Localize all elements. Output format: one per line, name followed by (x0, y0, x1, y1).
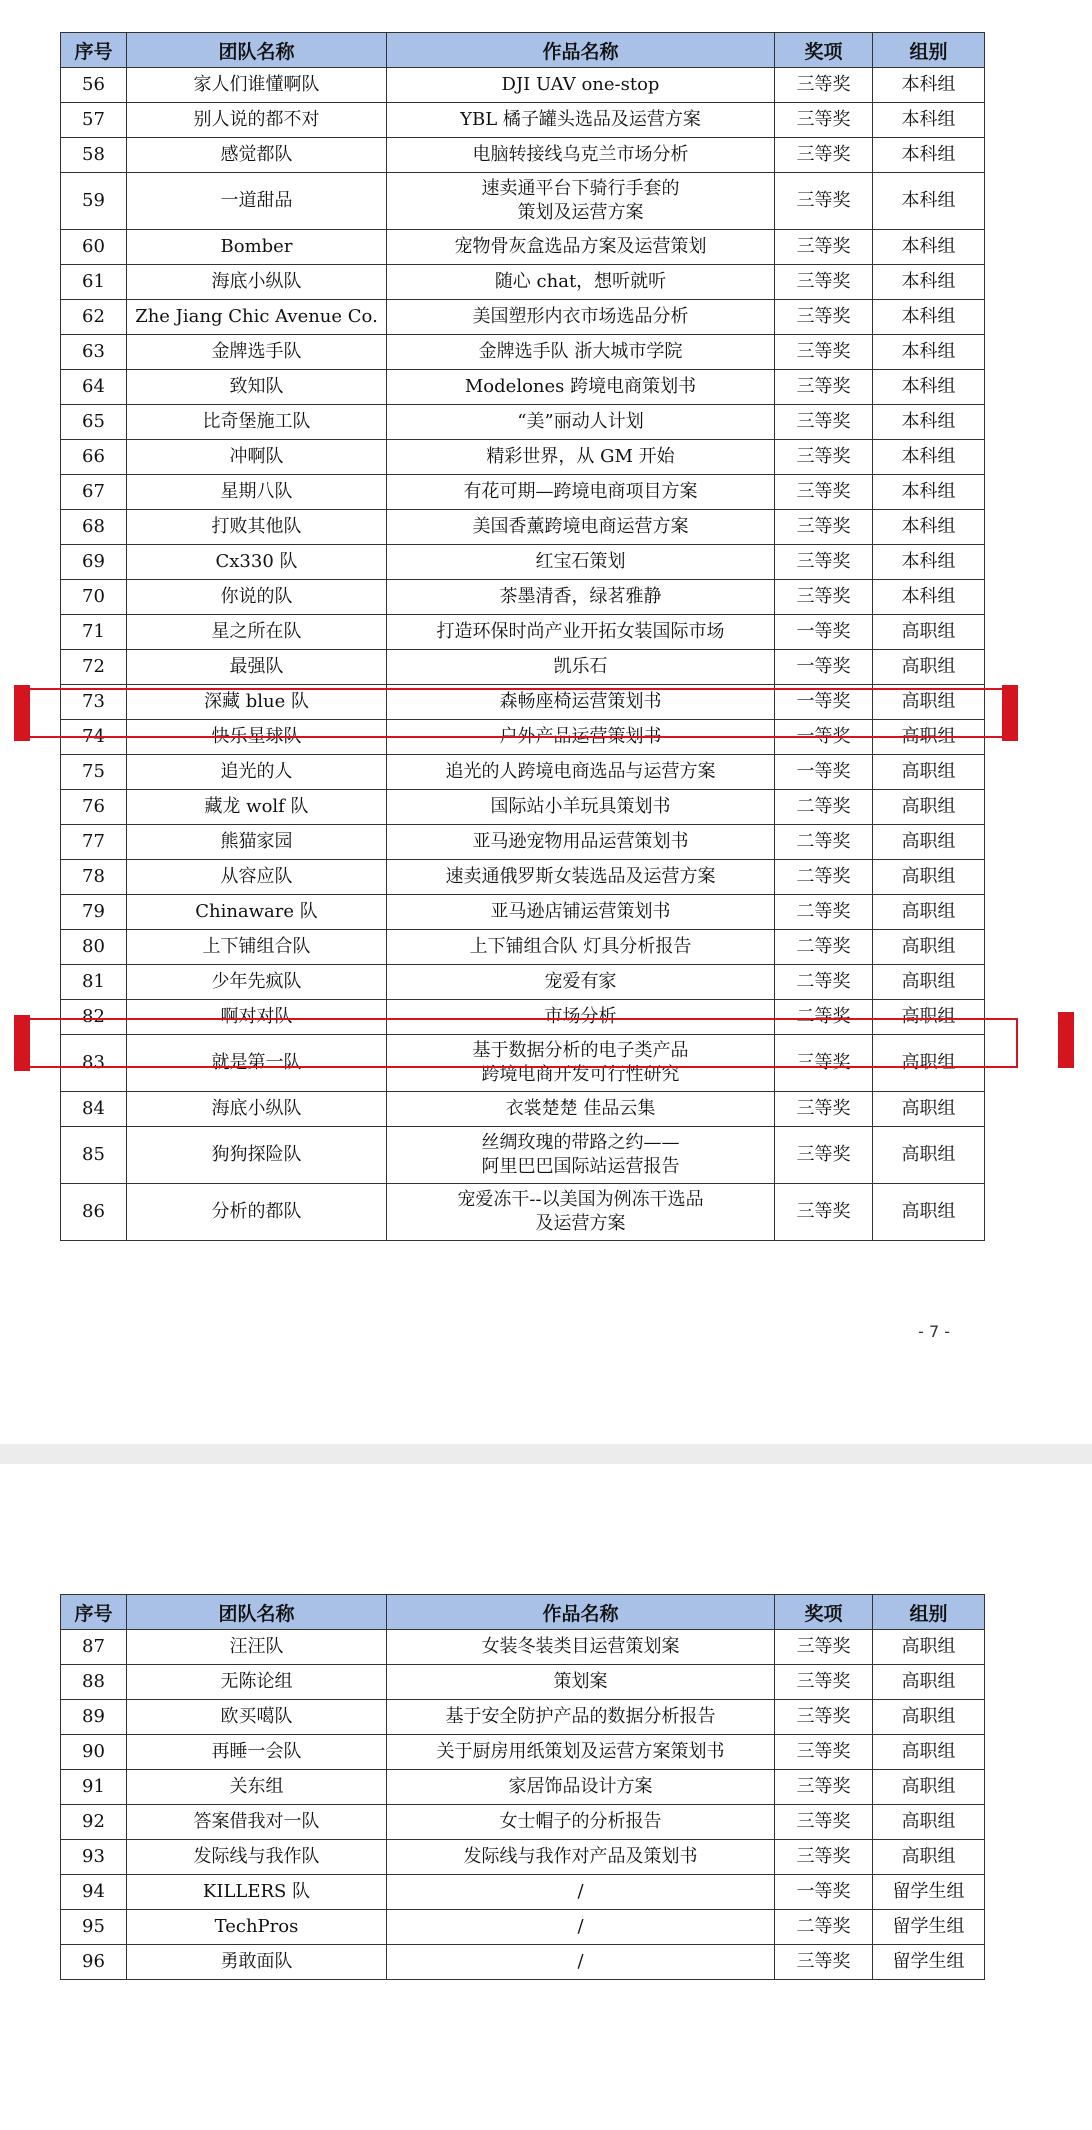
cell-award: 三等奖 (775, 475, 873, 510)
cell-award: 一等奖 (775, 685, 873, 720)
cell-award: 二等奖 (775, 1910, 873, 1945)
cell-award: 一等奖 (775, 615, 873, 650)
cell-award: 三等奖 (775, 1035, 873, 1092)
cell-group: 高职组 (873, 755, 985, 790)
cell-index: 63 (61, 335, 127, 370)
header-team-name: 团队名称 (127, 33, 387, 68)
cell-work-name: 茶墨清香，绿茗雅静 (387, 580, 775, 615)
cell-index: 57 (61, 103, 127, 138)
cell-team-name: 比奇堡施工队 (127, 405, 387, 440)
header-team-name: 团队名称 (127, 1595, 387, 1630)
cell-work-name: 国际站小羊玩具策划书 (387, 790, 775, 825)
cell-work-name: / (387, 1875, 775, 1910)
table-row (61, 335, 985, 370)
cell-award: 三等奖 (775, 1127, 873, 1184)
table-row (61, 1735, 985, 1770)
highlight-marker-left (14, 685, 30, 741)
cell-group: 高职组 (873, 1665, 985, 1700)
cell-work-name: 女士帽子的分析报告 (387, 1805, 775, 1840)
cell-award: 一等奖 (775, 650, 873, 685)
cell-index: 84 (61, 1092, 127, 1127)
cell-index: 68 (61, 510, 127, 545)
table-row (61, 965, 985, 1000)
cell-work-name: 亚马逊宠物用品运营策划书 (387, 825, 775, 860)
cell-index: 73 (61, 685, 127, 720)
cell-work-name: 上下铺组合队 灯具分析报告 (387, 930, 775, 965)
cell-work-name: 宠爱冻干--以美国为例冻干选品 及运营方案 (387, 1184, 775, 1241)
cell-work-name: YBL 橘子罐头选品及运营方案 (387, 103, 775, 138)
table-row (61, 1840, 985, 1875)
table-header-row (61, 33, 985, 68)
header-group: 组别 (873, 1595, 985, 1630)
cell-team-name: 深藏 blue 队 (127, 685, 387, 720)
cell-award: 三等奖 (775, 1945, 873, 1980)
header-group: 组别 (873, 33, 985, 68)
cell-index: 93 (61, 1840, 127, 1875)
cell-group: 高职组 (873, 1630, 985, 1665)
cell-index: 85 (61, 1127, 127, 1184)
table-row (61, 138, 985, 173)
cell-award: 三等奖 (775, 510, 873, 545)
cell-award: 一等奖 (775, 755, 873, 790)
cell-team-name: 最强队 (127, 650, 387, 685)
cell-index: 74 (61, 720, 127, 755)
cell-group: 高职组 (873, 615, 985, 650)
table-body (61, 1630, 985, 1980)
cell-group: 留学生组 (873, 1875, 985, 1910)
table-row (61, 930, 985, 965)
cell-group: 高职组 (873, 1092, 985, 1127)
cell-work-name: DJI UAV one-stop (387, 68, 775, 103)
cell-work-name: 森畅座椅运营策划书 (387, 685, 775, 720)
highlight-box-row-72 (16, 688, 1018, 738)
cell-index: 76 (61, 790, 127, 825)
cell-index: 69 (61, 545, 127, 580)
cell-team-name: 海底小纵队 (127, 1092, 387, 1127)
cell-group: 高职组 (873, 930, 985, 965)
table-row (61, 1184, 985, 1241)
cell-index: 95 (61, 1910, 127, 1945)
cell-index: 90 (61, 1735, 127, 1770)
cell-award: 二等奖 (775, 1000, 873, 1035)
cell-work-name: 电脑转接线乌克兰市场分析 (387, 138, 775, 173)
award-table-page-2 (60, 1594, 985, 1980)
cell-index: 72 (61, 650, 127, 685)
cell-team-name: 星期八队 (127, 475, 387, 510)
highlight-marker-right (1002, 685, 1018, 741)
cell-work-name: 衣裳楚楚 佳品云集 (387, 1092, 775, 1127)
cell-group: 本科组 (873, 580, 985, 615)
cell-work-name: 速卖通平台下骑行手套的 策划及运营方案 (387, 173, 775, 230)
cell-award: 二等奖 (775, 965, 873, 1000)
cell-award: 三等奖 (775, 370, 873, 405)
cell-team-name: 啊对对队 (127, 1000, 387, 1035)
cell-award: 一等奖 (775, 1875, 873, 1910)
table-row (61, 1945, 985, 1980)
cell-group: 高职组 (873, 895, 985, 930)
cell-award: 三等奖 (775, 1840, 873, 1875)
cell-index: 78 (61, 860, 127, 895)
cell-index: 91 (61, 1770, 127, 1805)
cell-group: 高职组 (873, 1840, 985, 1875)
cell-work-name: 市场分析 (387, 1000, 775, 1035)
cell-award: 三等奖 (775, 1700, 873, 1735)
table-row (61, 1875, 985, 1910)
cell-award: 三等奖 (775, 1805, 873, 1840)
cell-group: 高职组 (873, 650, 985, 685)
cell-group: 高职组 (873, 825, 985, 860)
cell-index: 77 (61, 825, 127, 860)
header-index: 序号 (61, 1595, 127, 1630)
cell-award: 三等奖 (775, 1184, 873, 1241)
cell-award: 三等奖 (775, 300, 873, 335)
cell-team-name: 从容应队 (127, 860, 387, 895)
cell-award: 三等奖 (775, 335, 873, 370)
cell-work-name: 打造环保时尚产业开拓女装国际市场 (387, 615, 775, 650)
cell-group: 高职组 (873, 1805, 985, 1840)
cell-award: 三等奖 (775, 440, 873, 475)
cell-award: 三等奖 (775, 230, 873, 265)
table-row (61, 230, 985, 265)
cell-team-name: TechPros (127, 1910, 387, 1945)
table-row (61, 1630, 985, 1665)
cell-work-name: 红宝石策划 (387, 545, 775, 580)
cell-group: 高职组 (873, 1127, 985, 1184)
cell-team-name: 分析的都队 (127, 1184, 387, 1241)
cell-work-name: 户外产品运营策划书 (387, 720, 775, 755)
cell-index: 79 (61, 895, 127, 930)
table-row (61, 300, 985, 335)
cell-team-name: 金牌选手队 (127, 335, 387, 370)
cell-work-name: Modelones 跨境电商策划书 (387, 370, 775, 405)
cell-award: 二等奖 (775, 895, 873, 930)
cell-group: 高职组 (873, 720, 985, 755)
cell-work-name: 金牌选手队 浙大城市学院 (387, 335, 775, 370)
cell-index: 64 (61, 370, 127, 405)
cell-award: 二等奖 (775, 860, 873, 895)
cell-work-name: 关于厨房用纸策划及运营方案策划书 (387, 1735, 775, 1770)
cell-work-name: 追光的人跨境电商选品与运营方案 (387, 755, 775, 790)
cell-index: 80 (61, 930, 127, 965)
cell-work-name: 丝绸玫瑰的带路之约—— 阿里巴巴国际站运营报告 (387, 1127, 775, 1184)
cell-work-name: 宠物骨灰盒选品方案及运营策划 (387, 230, 775, 265)
cell-award: 三等奖 (775, 68, 873, 103)
cell-team-name: 关东组 (127, 1770, 387, 1805)
cell-team-name: 少年先疯队 (127, 965, 387, 1000)
cell-group: 本科组 (873, 230, 985, 265)
cell-team-name: KILLERS 队 (127, 1875, 387, 1910)
table-row (61, 580, 985, 615)
cell-index: 60 (61, 230, 127, 265)
cell-work-name: 凯乐石 (387, 650, 775, 685)
cell-group: 本科组 (873, 335, 985, 370)
cell-index: 65 (61, 405, 127, 440)
cell-team-name: Cx330 队 (127, 545, 387, 580)
cell-index: 83 (61, 1035, 127, 1092)
cell-work-name: 有花可期—跨境电商项目方案 (387, 475, 775, 510)
cell-team-name: 欧买噶队 (127, 1700, 387, 1735)
cell-team-name: Chinaware 队 (127, 895, 387, 930)
cell-award: 二等奖 (775, 930, 873, 965)
table-row (61, 545, 985, 580)
table-row (61, 1700, 985, 1735)
header-award: 奖项 (775, 33, 873, 68)
cell-group: 本科组 (873, 510, 985, 545)
cell-award: 二等奖 (775, 790, 873, 825)
cell-award: 三等奖 (775, 580, 873, 615)
cell-team-name: 狗狗探险队 (127, 1127, 387, 1184)
header-work-name: 作品名称 (387, 33, 775, 68)
cell-group: 留学生组 (873, 1910, 985, 1945)
table-row (61, 860, 985, 895)
cell-work-name: 女装冬装类目运营策划案 (387, 1630, 775, 1665)
cell-team-name: Zhe Jiang Chic Avenue Co. (127, 300, 387, 335)
cell-team-name: 感觉都队 (127, 138, 387, 173)
cell-award: 三等奖 (775, 103, 873, 138)
cell-work-name: 亚马逊店铺运营策划书 (387, 895, 775, 930)
cell-award: 三等奖 (775, 265, 873, 300)
cell-group: 高职组 (873, 1735, 985, 1770)
cell-work-name: 速卖通俄罗斯女装选品及运营方案 (387, 860, 775, 895)
cell-team-name: 发际线与我作队 (127, 1840, 387, 1875)
table-row (61, 1805, 985, 1840)
cell-team-name: 就是第一队 (127, 1035, 387, 1092)
cell-team-name: 打败其他队 (127, 510, 387, 545)
cell-award: 三等奖 (775, 1665, 873, 1700)
cell-index: 62 (61, 300, 127, 335)
cell-group: 高职组 (873, 1700, 985, 1735)
cell-team-name: 冲啊队 (127, 440, 387, 475)
cell-award: 三等奖 (775, 545, 873, 580)
cell-index: 88 (61, 1665, 127, 1700)
cell-group: 本科组 (873, 370, 985, 405)
cell-award: 三等奖 (775, 1735, 873, 1770)
cell-index: 70 (61, 580, 127, 615)
cell-team-name: 星之所在队 (127, 615, 387, 650)
table-row (61, 370, 985, 405)
cell-group: 本科组 (873, 300, 985, 335)
cell-group: 高职组 (873, 1035, 985, 1092)
cell-group: 高职组 (873, 685, 985, 720)
table-row (61, 650, 985, 685)
cell-award: 三等奖 (775, 1630, 873, 1665)
cell-team-name: 你说的队 (127, 580, 387, 615)
table-row (61, 1092, 985, 1127)
cell-award: 三等奖 (775, 1770, 873, 1805)
cell-index: 81 (61, 965, 127, 1000)
cell-team-name: 无陈论组 (127, 1665, 387, 1700)
cell-group: 留学生组 (873, 1945, 985, 1980)
cell-work-name: 宠爱有家 (387, 965, 775, 1000)
header-work-name: 作品名称 (387, 1595, 775, 1630)
cell-group: 本科组 (873, 138, 985, 173)
highlight-box-row-81 (16, 1018, 1018, 1068)
cell-index: 96 (61, 1945, 127, 1980)
table-row (61, 825, 985, 860)
table-row (61, 1770, 985, 1805)
cell-index: 59 (61, 173, 127, 230)
cell-work-name: / (387, 1910, 775, 1945)
cell-work-name: 基于安全防护产品的数据分析报告 (387, 1700, 775, 1735)
cell-award: 三等奖 (775, 1092, 873, 1127)
table-row (61, 265, 985, 300)
table-row (61, 173, 985, 230)
cell-work-name: “美”丽动人计划 (387, 405, 775, 440)
cell-group: 高职组 (873, 1770, 985, 1805)
cell-index: 86 (61, 1184, 127, 1241)
cell-team-name: 追光的人 (127, 755, 387, 790)
cell-index: 92 (61, 1805, 127, 1840)
cell-team-name: 致知队 (127, 370, 387, 405)
cell-group: 本科组 (873, 440, 985, 475)
cell-team-name: 答案借我对一队 (127, 1805, 387, 1840)
cell-index: 66 (61, 440, 127, 475)
cell-group: 高职组 (873, 860, 985, 895)
cell-award: 三等奖 (775, 138, 873, 173)
table-row (61, 1665, 985, 1700)
cell-award: 三等奖 (775, 173, 873, 230)
cell-team-name: 勇敢面队 (127, 1945, 387, 1980)
table-row (61, 790, 985, 825)
cell-group: 本科组 (873, 475, 985, 510)
cell-team-name: 一道甜品 (127, 173, 387, 230)
cell-group: 高职组 (873, 965, 985, 1000)
cell-team-name: 熊猫家园 (127, 825, 387, 860)
table-row (61, 68, 985, 103)
page-number: - 7 - (918, 1322, 950, 1341)
cell-index: 56 (61, 68, 127, 103)
cell-team-name: 快乐星球队 (127, 720, 387, 755)
cell-team-name: 再睡一会队 (127, 1735, 387, 1770)
cell-index: 94 (61, 1875, 127, 1910)
cell-work-name: / (387, 1945, 775, 1980)
cell-index: 71 (61, 615, 127, 650)
table-header-row (61, 1595, 985, 1630)
cell-index: 61 (61, 265, 127, 300)
cell-team-name: 上下铺组合队 (127, 930, 387, 965)
cell-group: 本科组 (873, 405, 985, 440)
table-row (61, 440, 985, 475)
cell-award: 二等奖 (775, 825, 873, 860)
cell-work-name: 发际线与我作对产品及策划书 (387, 1840, 775, 1875)
cell-team-name: 家人们谁懂啊队 (127, 68, 387, 103)
cell-group: 高职组 (873, 790, 985, 825)
table-row (61, 510, 985, 545)
cell-award: 一等奖 (775, 720, 873, 755)
highlight-marker-left (14, 1015, 30, 1071)
cell-index: 67 (61, 475, 127, 510)
cell-index: 82 (61, 1000, 127, 1035)
cell-index: 89 (61, 1700, 127, 1735)
cell-team-name: 别人说的都不对 (127, 103, 387, 138)
cell-group: 本科组 (873, 545, 985, 580)
table-row (61, 615, 985, 650)
cell-index: 58 (61, 138, 127, 173)
table-row (61, 895, 985, 930)
document-page-2 (0, 1464, 1092, 2130)
cell-group: 本科组 (873, 265, 985, 300)
cell-group: 本科组 (873, 173, 985, 230)
cell-work-name: 美国香薰跨境电商运营方案 (387, 510, 775, 545)
cell-group: 本科组 (873, 103, 985, 138)
cell-team-name: 藏龙 wolf 队 (127, 790, 387, 825)
highlight-marker-right (1058, 1012, 1074, 1068)
cell-index: 75 (61, 755, 127, 790)
table-row (61, 1910, 985, 1945)
header-award: 奖项 (775, 1595, 873, 1630)
table-row (61, 755, 985, 790)
cell-team-name: 汪汪队 (127, 1630, 387, 1665)
cell-work-name: 家居饰品设计方案 (387, 1770, 775, 1805)
cell-work-name: 策划案 (387, 1665, 775, 1700)
cell-team-name: Bomber (127, 230, 387, 265)
table-row (61, 475, 985, 510)
cell-work-name: 精彩世界，从 GM 开始 (387, 440, 775, 475)
cell-group: 高职组 (873, 1184, 985, 1241)
cell-index: 87 (61, 1630, 127, 1665)
header-index: 序号 (61, 33, 127, 68)
cell-group: 高职组 (873, 1000, 985, 1035)
cell-work-name: 基于数据分析的电子类产品 跨境电商开发可行性研究 (387, 1035, 775, 1092)
table-row (61, 1127, 985, 1184)
cell-team-name: 海底小纵队 (127, 265, 387, 300)
cell-group: 本科组 (873, 68, 985, 103)
cell-work-name: 美国塑形内衣市场选品分析 (387, 300, 775, 335)
table-row (61, 103, 985, 138)
cell-award: 三等奖 (775, 405, 873, 440)
cell-work-name: 随心 chat，想听就听 (387, 265, 775, 300)
table-row (61, 405, 985, 440)
